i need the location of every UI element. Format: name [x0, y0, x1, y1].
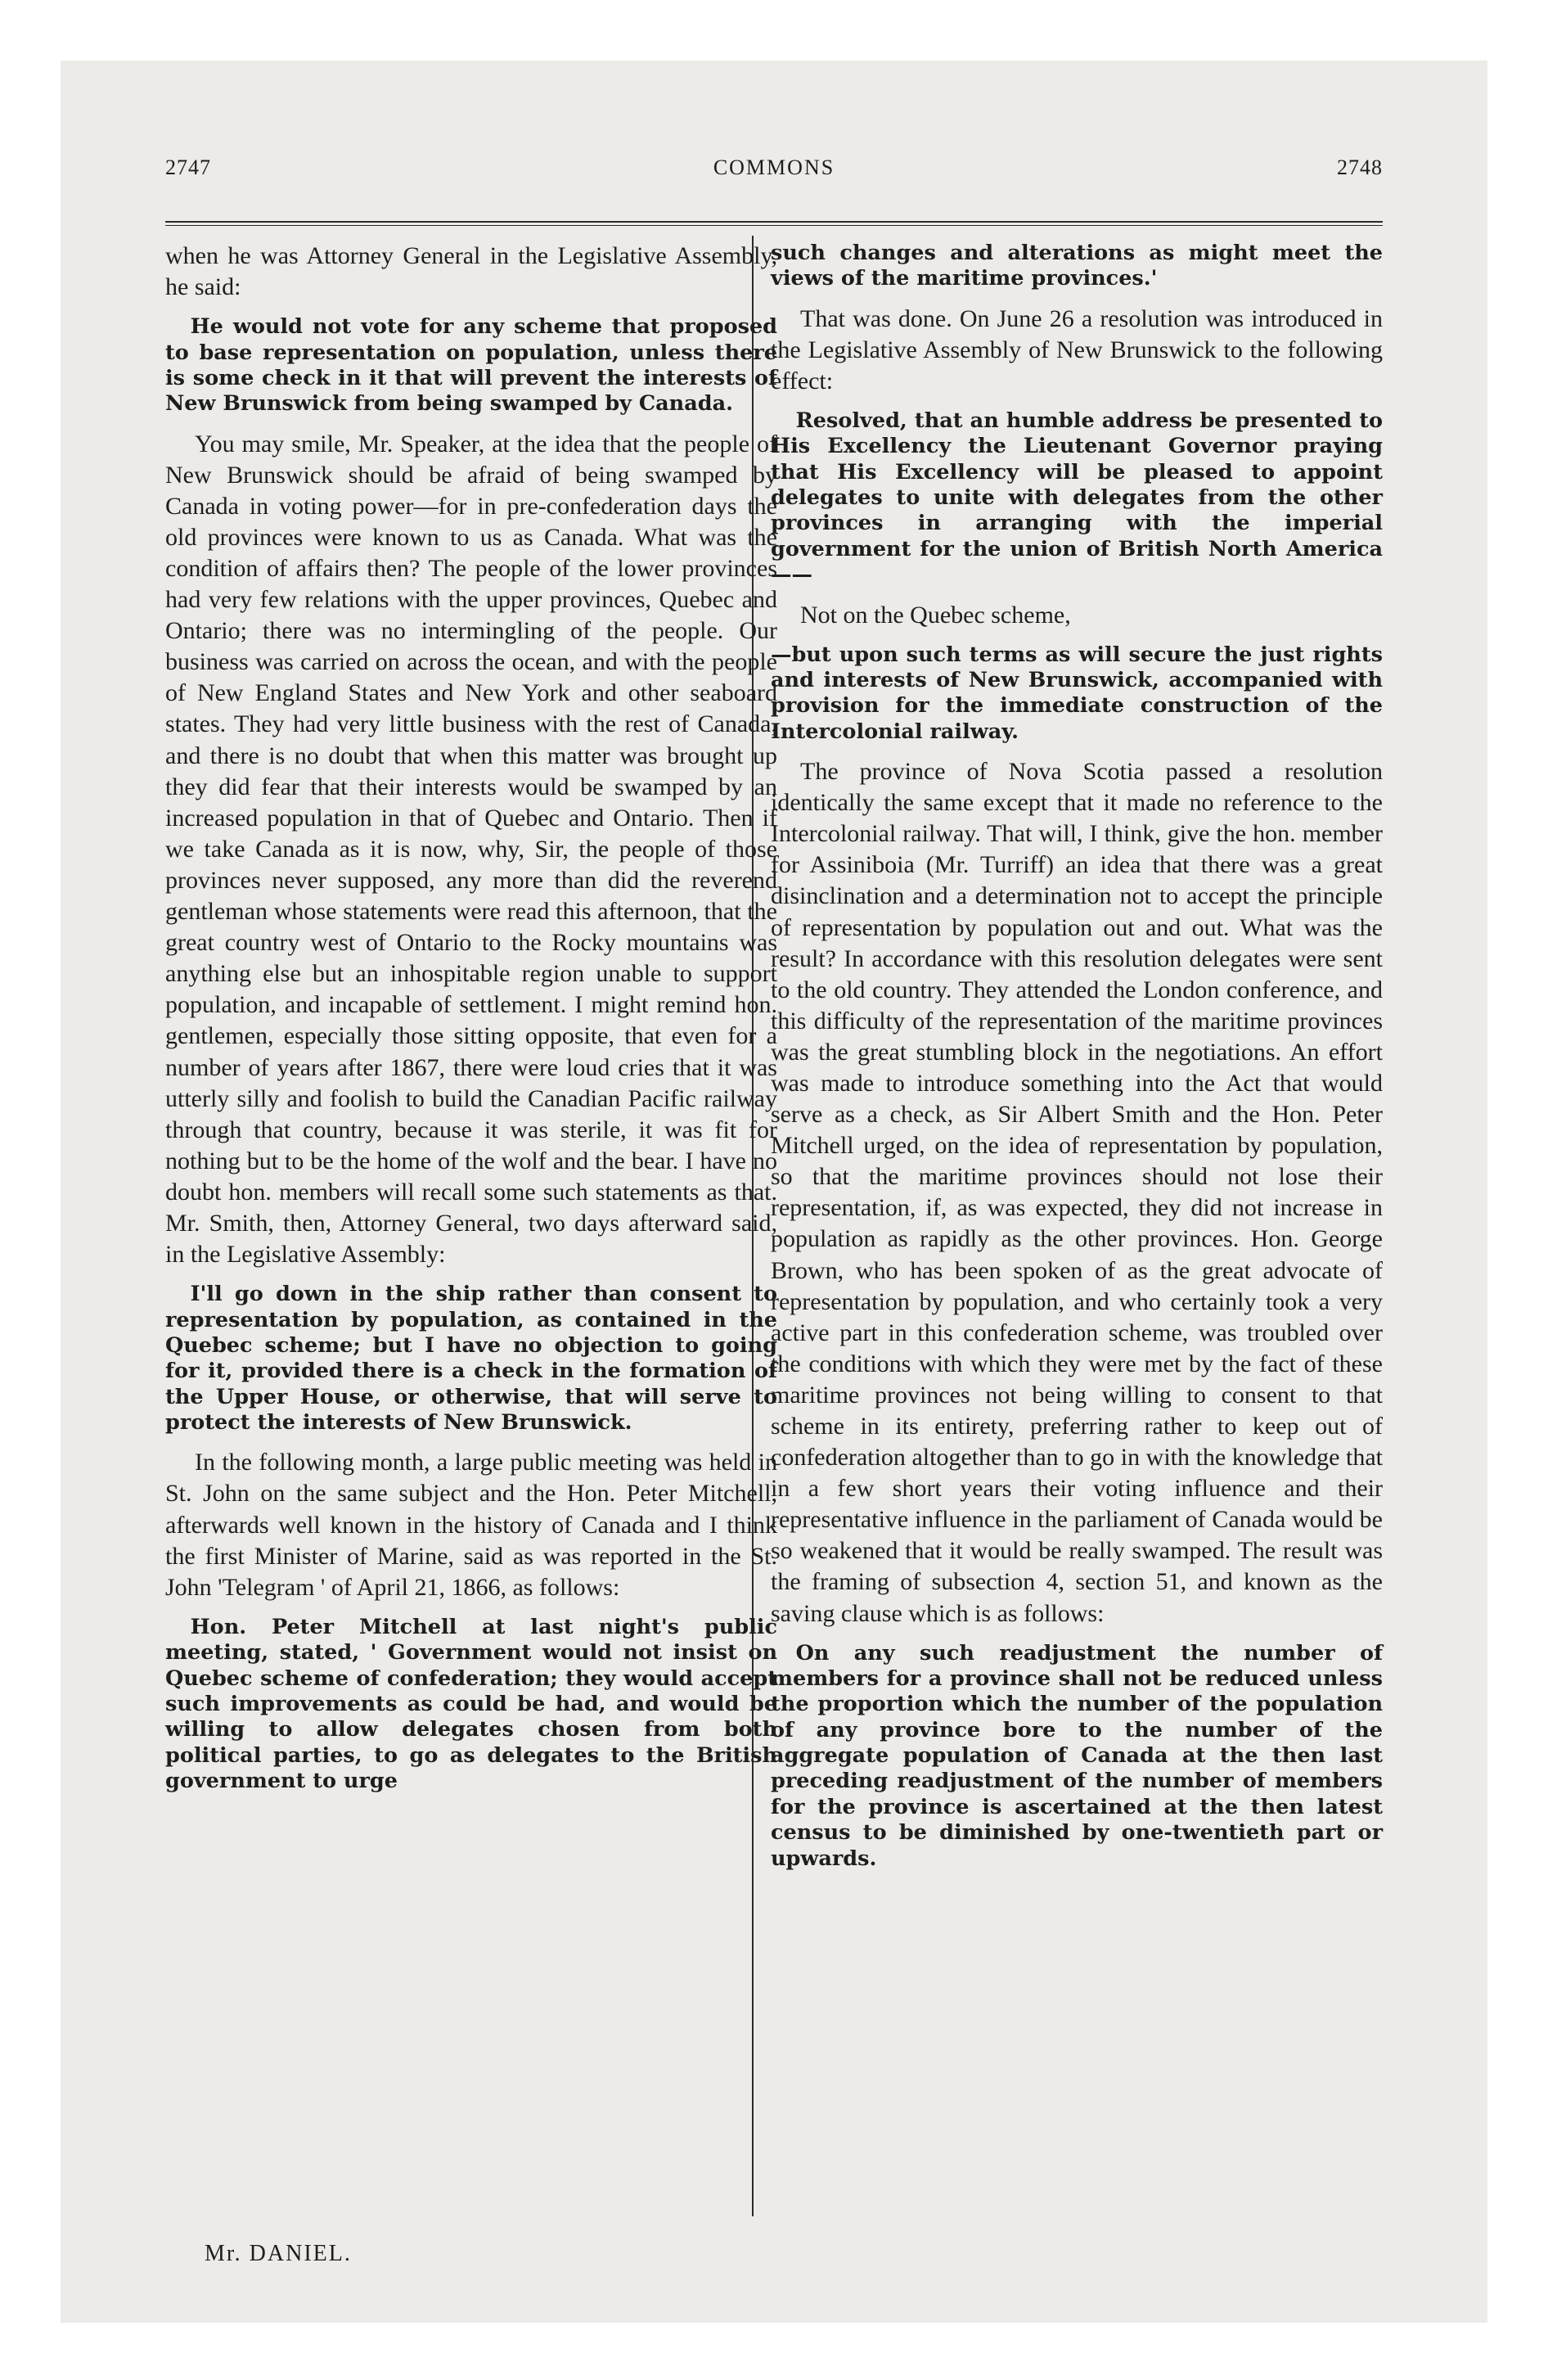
header-right-page-number: 2748: [1337, 156, 1383, 179]
left-quote-1: He would not vote for any scheme that proposed to base representation on population, unless there is some check in it that will prevent the interests of New Brunswick from being swamped by Canada.: [165, 314, 777, 417]
header-left-page-number: 2747: [165, 156, 211, 179]
right-paragraph-2: Not on the Quebec scheme,: [800, 601, 1071, 629]
right-paragraph-1: That was done. On June 26 a resolution was introduced in the Legislative Assembly of New Brunswick to the following effect:: [771, 304, 1383, 394]
page-header: [165, 156, 1383, 188]
right-quote-3: —but upon such terms as will secure the just rights and interests of New Brunswick, accompanied with provision for the immediate construction of the Intercolonial railway.: [771, 642, 1383, 744]
left-quote-3: Hon. Peter Mitchell at last night's public meeting, stated, ' Government would not insist on Quebec scheme of confederation; they would accept such improvements as could be had, and would be willing to allow delegates chosen from both political parties, to go as delegates to the British government to urge: [165, 1614, 777, 1793]
right-column: [771, 241, 1383, 1883]
right-quote-4: On any such readjustment the number of members for a province shall not be reduced unless the proportion which the number of the population of any province bore to the number of the aggregate population of Canada at the then last preceding readjustment of the number of members for the province is ascertained at the then latest census to be diminished by one-twentieth part or upwards.: [771, 1640, 1383, 1871]
left-paragraph-1: when he was Attorney General in the Legislative Assembly, he said:: [165, 242, 777, 301]
right-paragraph-3: The province of Nova Scotia passed a resolution identically the same except that it made no reference to the Intercolonial railway. That will, I think, give the hon. member for Assiniboia (Mr. Turriff) an idea that there was a great disinclination and a determination not to accept the principle of representation by population out and out. What was the result? In accordance with this resolution delegates were sent to the old country. They attended the London conference, and this difficulty of the representation of the maritime provinces was the great stumbling block in the negotiations. An effort was made to introduce something into the Act that would serve as a check, as Sir Albert Smith and the Hon. Peter Mitchell urged, on the idea of representation by population, so that the maritime provinces should not lose their representation, if, as was expected, they did not increase in population as rapidly as the other provinces. Hon. George Brown, who has been spoken of as the great advocate of representation by population, and who certainly took a very active part in this confederation scheme, was troubled over the conditions with which they were met by the fact of these maritime provinces not being willing to consent to that scheme in its entirety, preferring rather to keep out of confederation altogether than to go in with the knowledge that in a few short years their voting influence and their representative influence in the parliament of Canada would be so weakened that it would be really swamped. The result was the framing of subsection 4, section 51, and known as the saving clause which is as follows:: [771, 758, 1383, 1627]
left-paragraph-2: You may smile, Mr. Speaker, at the idea that the people of New Brunswick should be afraid of being swamped by Canada in voting power—for in pre-confederation days the old provinces were known to us as Canada. What was the condition of affairs then? The people of the lower provinces had very few relations with the upper provinces, Quebec and Ontario; there was no intermingling of the people. Our business was carried on across the ocean, and with the people of New England States and New York and other seaboard states. They had very little business with the rest of Canada, and there is no doubt that when this matter was brought up they did fear that their interests would be swamped by an increased population in that of Quebec and Ontario. Then if we take Canada as it is now, why, Sir, the people of those provinces never supposed, any more than did the reverend gentleman whose statements were read this afternoon, that the great country west of Ontario to the Rocky mountains was anything else but an inhospitable region unable to support population, and incapable of settlement. I might remind hon. gentlemen, especially those sitting opposite, that even for a number of years after 1867, there were loud cries that it was utterly silly and foolish to build the Canadian Pacific railway through that country, because it was sterile, it was fit for nothing but to be the home of the wolf and the bear. I have no doubt hon. members will recall some such statements as that. Mr. Smith, then, Attorney General, two days afterward said, in the Legislative Assembly:: [165, 430, 777, 1269]
right-quote-1: such changes and alterations as might meet the views of the maritime provinces.': [771, 241, 1383, 291]
left-paragraph-3: In the following month, a large public meeting was held in St. John on the same subject and the Hon. Peter Mitchell, afterwards well known in the history of Canada and I think the first Minister of Marine, said as was reported in the St. John 'Telegram ' of April 21, 1866, as follows:: [165, 1449, 777, 1601]
left-quote-2: I'll go down in the ship rather than consent to representation by population, as contained in the Quebec scheme; but I have no objection to going for it, provided there is a check in the formation of the Upper House, or otherwise, that will serve to protect the interests of New Brunswick.: [165, 1282, 777, 1435]
speaker-signature: Mr. DANIEL.: [205, 2241, 352, 2266]
header-title: COMMONS: [713, 156, 835, 179]
right-quote-2: Resolved, that an humble address be presented to His Excellency the Lieutenant Governor praying that His Excellency will be pleased to appoint delegates to unite with delegates from the other provinces in arranging with the imperial government for the union of British North America——: [771, 408, 1383, 588]
document-page: [61, 61, 1487, 2323]
left-column: [165, 241, 777, 1805]
header-rule: [165, 221, 1383, 226]
